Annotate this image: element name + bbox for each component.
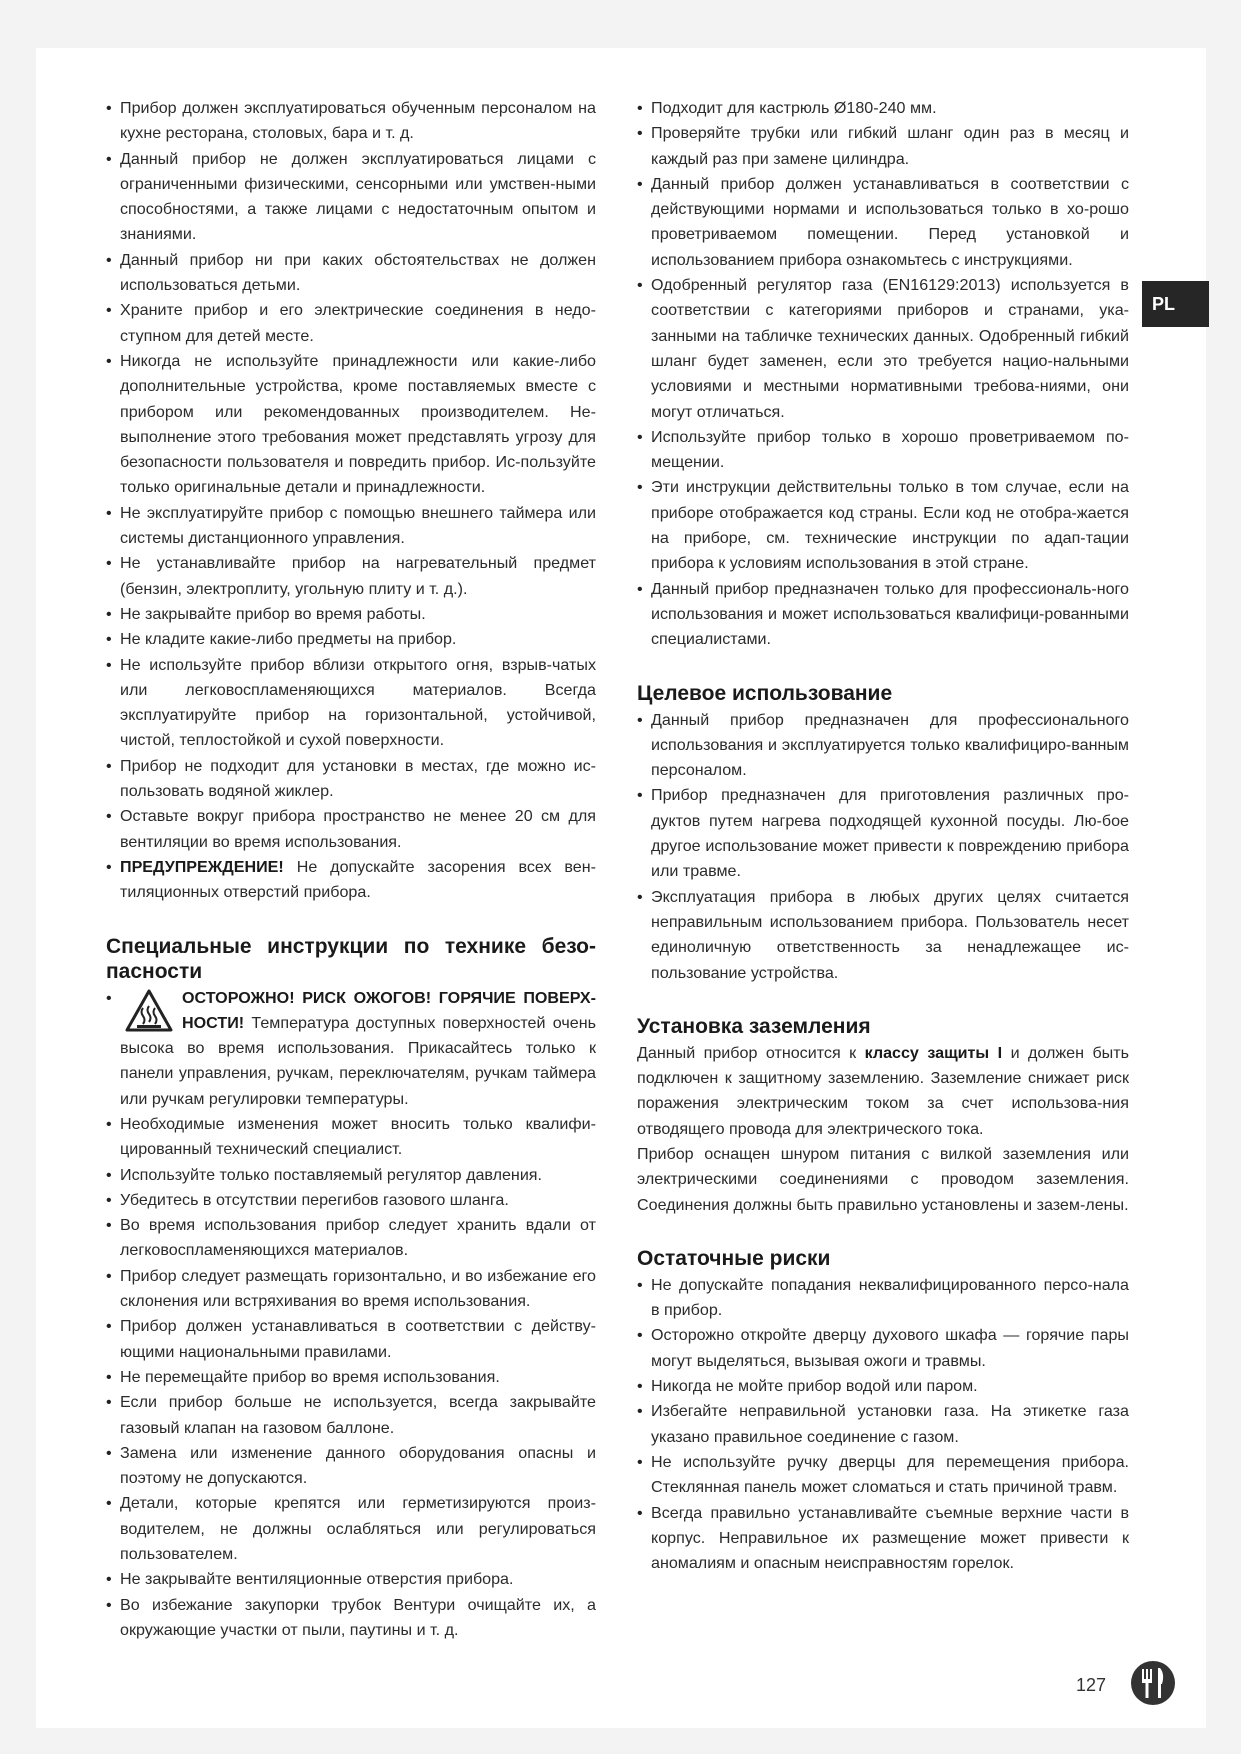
protection-class: классу защиты I: [864, 1043, 1003, 1062]
list-item: • Во избежание закупорки трубок Вентури очищайте их, а окружающие участки от пыли, паутины и т. д.: [106, 1593, 596, 1644]
list-item: • Прибор следует размещать горизонтально, и во избежание его склонения или встряхивания во время использования.: [106, 1264, 596, 1315]
hot-surface-warning-icon: [124, 988, 174, 1034]
list-item: • Не допускайте попадания неквалифицированного персо-нала в прибор.: [637, 1273, 1129, 1324]
list-item: • Оставьте вокруг прибора пространство не менее 20 см для вентиляции во время использования.: [106, 804, 596, 855]
warning-text: Не допускайте засорения всех вен-тиляционных отверстий прибора.: [120, 857, 596, 902]
grounding-text-after: и должен быть подключен к защитному заземлению. Заземление снижает риск поражения электрическим током за счет использова-ния отводящего провода для электрического тока.: [637, 1043, 1129, 1138]
list-item: • Прибор должен устанавливаться в соответствии с действу-ющими национальными правилами.: [106, 1314, 596, 1365]
list-item: • Не эксплуатируйте прибор с помощью внешнего таймера или системы дистанционного управления.: [106, 501, 596, 552]
list-item: • Если прибор больше не используется, всегда закрывайте газовый клапан на газовом баллоне.: [106, 1390, 596, 1441]
list-item: • Не закрывайте прибор во время работы.: [106, 602, 596, 627]
residual-risks-heading: Остаточные риски: [637, 1246, 831, 1270]
list-item: • Храните прибор и его электрические соединения в недо-ступном для детей месте.: [106, 298, 596, 349]
list-item: • Во время использования прибор следует хранить вдали от легковоспламеняющихся материалов.: [106, 1213, 596, 1264]
list-item: • Прибор не подходит для установки в местах, где можно ис-пользовать водяной жиклер.: [106, 754, 596, 805]
list-item: • Детали, которые крепятся или герметизируются произ-водителем, не должны ослабляться или регулироваться пользователем.: [106, 1491, 596, 1567]
list-item: • Убедитесь в отсутствии перегибов газового шланга.: [106, 1188, 596, 1213]
list-item: • Никогда не используйте принадлежности или какие-либо дополнительные устройства, кроме поставляемых вместе с прибором или рекомендованных производителем. Не-выполнение этого требования может представлять угрозу для безопасности пользователя и повредить прибор. Ис-пользуйте только оригинальные детали и принадлежности.: [106, 349, 596, 501]
grounding-heading: Установка заземления: [637, 1014, 871, 1038]
intended-use-list: [637, 708, 1129, 986]
grounding-paragraph: [637, 1041, 1129, 1142]
list-item: • Прибор предназначен для приготовления различных про-дуктов путем нагрева подходящей кухонной посуды. Лю-бое другое использование может привести к повреждению прибора или травме.: [637, 783, 1129, 884]
list-item: • Замена или изменение данного оборудования опасны и поэтому не допускаются.: [106, 1441, 596, 1492]
list-item: • Проверяйте трубки или гибкий шланг один раз в месяц и каждый раз при замене цилиндра.: [637, 121, 1129, 172]
general-safety-list: [106, 96, 596, 906]
list-item: • Прибор должен эксплуатироваться обученным персоналом на кухне ресторана, столовых, бара и т. д.: [106, 96, 596, 147]
list-item: • Избегайте неправильной установки газа. На этикетке газа указано правильное соединение с газом.: [637, 1399, 1129, 1450]
list-item: • Подходит для кастрюль Ø180-240 мм.: [637, 96, 1129, 121]
list-item: • Не устанавливайте прибор на нагревательный предмет (бензин, электроплиту, угольную плиту и т. д.).: [106, 551, 596, 602]
list-item: • Никогда не мойте прибор водой или паром.: [637, 1374, 1129, 1399]
page-number: 127: [1076, 1675, 1107, 1695]
list-item: • Данный прибор должен устанавливаться в соответствии с действующими нормами и использоваться только в хо-рошо проветриваемом помещении. Перед установкой и использованием прибора ознакомьтесь с инструкциями.: [637, 172, 1129, 273]
residual-risks-list: [637, 1273, 1129, 1577]
special-safety-list: [106, 986, 596, 1644]
list-item: • Осторожно откройте дверцу духового шкафа — горячие пары могут выделяться, вызывая ожоги и травмы.: [637, 1323, 1129, 1374]
installation-list: [637, 96, 1129, 653]
list-item: • Не кладите какие-либо предметы на прибор.: [106, 627, 596, 652]
cutlery-logo-icon: [1130, 1660, 1176, 1706]
hot-surface-warning-text: Температура доступных поверхностей очень высока во время использования. Прикасайтесь только к панели управления, ручкам, переключателям, ручкам таймера или ручкам регулировки температуры.: [120, 1013, 596, 1108]
list-item: • Используйте только поставляемый регулятор давления.: [106, 1163, 596, 1188]
intended-use-heading: Целевое использование: [637, 681, 893, 705]
list-item: • Эксплуатация прибора в любых других целях считается неправильным использованием прибора. Пользователь несет единоличную ответственность за ненадлежащее ис-пользование устройства.: [637, 885, 1129, 986]
list-item: • Эти инструкции действительны только в том случае, если на приборе отображается код страны. Если код не отобра-жается на приборе, см. технические инструкции по адап-тации прибора к условиям использования в этой стране.: [637, 475, 1129, 576]
grounding-paragraph-2: Прибор оснащен шнуром питания с вилкой заземления или электрическими соединениями с проводом заземления. Соединения должны быть правильно установлены и зазем-лены.: [637, 1144, 1129, 1214]
right-column: [637, 96, 1129, 1576]
list-item: • Используйте прибор только в хорошо проветриваемом по-мещении.: [637, 425, 1129, 476]
language-tab: [1142, 281, 1209, 327]
hot-surface-warning-item: [106, 986, 596, 1112]
grounding-text-before: Данный прибор относится к: [637, 1043, 865, 1062]
list-item: • Не используйте прибор вблизи открытого огня, взрыв-чатых или легковоспламеняющихся материалов. Всегда эксплуатируйте прибор на горизонтальной, устойчивой, чистой, теплостойкой и сухой поверхности.: [106, 653, 596, 754]
list-item: • Не используйте ручку дверцы для перемещения прибора. Стеклянная панель может сломаться и стать причиной травм.: [637, 1450, 1129, 1501]
list-item: • Не закрывайте вентиляционные отверстия прибора.: [106, 1567, 596, 1592]
list-item: • Всегда правильно устанавливайте съемные верхние части в корпус. Неправильное их размещение может привести к аномалиям и опасным неисправностям горелок.: [637, 1501, 1129, 1577]
list-item: • Данный прибор не должен эксплуатироваться лицами с ограниченными физическими, сенсорными или умствен-ными способностями, а также лицами с недостаточным опытом и знаниями.: [106, 147, 596, 248]
list-item: • Данный прибор ни при каких обстоятельствах не должен использоваться детьми.: [106, 248, 596, 299]
language-tab-label: PL: [1152, 293, 1176, 314]
list-item: • Данный прибор предназначен только для профессиональ-ного использования и может использоваться квалифици-рованными специалистами.: [637, 577, 1129, 653]
list-item: • Необходимые изменения может вносить только квалифи-цированный технический специалист.: [106, 1112, 596, 1163]
list-item: • Одобренный регулятор газа (EN16129:2013) используется в соответствии с категориями приборов и странами, ука-занными на табличке технических данных. Одобренный гибкий шланг будет заменен, если это требуется нацио-нальными условиями и местными нормативными требова-ниями, они могут отличаться.: [637, 273, 1129, 425]
hot-surface-warning-label: ОСТОРОЖНО! РИСК ОЖОГОВ! ГОРЯЧИЕ ПОВЕРХ-НОСТИ!: [182, 988, 596, 1032]
warning-list-item: [106, 855, 596, 906]
list-item: • Данный прибор предназначен для профессионального использования и эксплуатируется только квалифициро-ванным персоналом.: [637, 708, 1129, 784]
left-column: [106, 96, 596, 1643]
special-safety-heading: Специальные инструкции по технике безо-пасности: [106, 934, 596, 983]
warning-label: ПРЕДУПРЕЖДЕНИЕ!: [120, 857, 284, 876]
list-item: • Не перемещайте прибор во время использования.: [106, 1365, 596, 1390]
